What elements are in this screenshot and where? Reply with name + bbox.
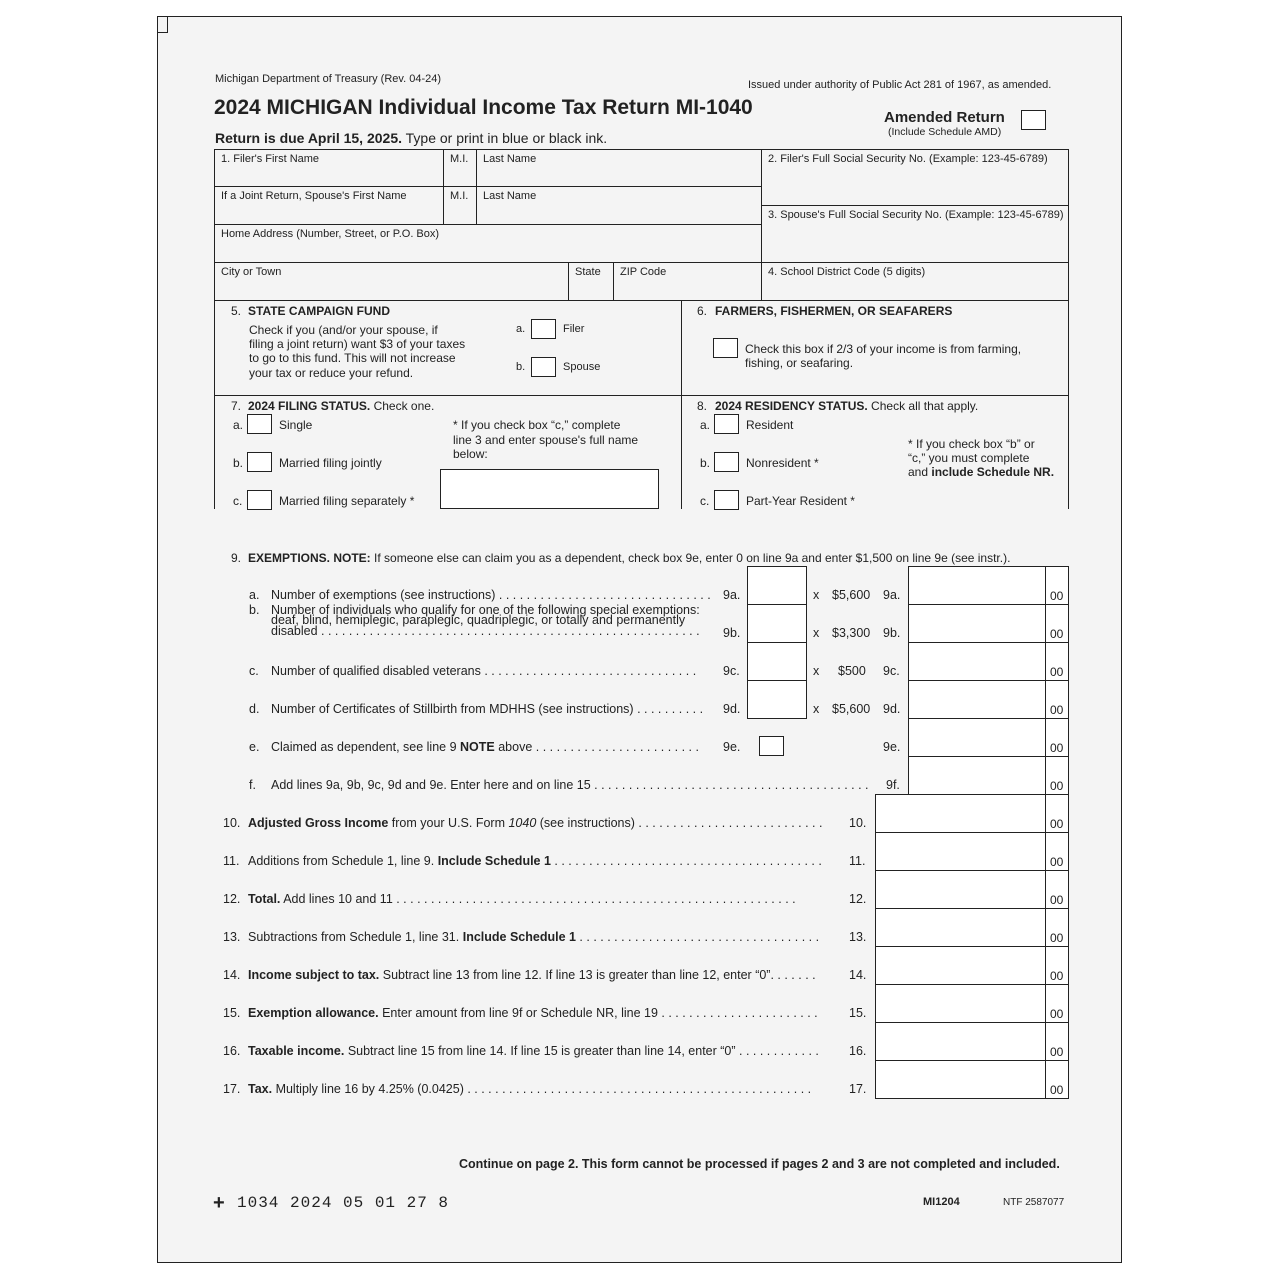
campaign-text: your tax or reduce your refund. — [249, 366, 414, 380]
line-number: 14. — [223, 968, 241, 982]
line-description — [248, 816, 822, 830]
section-border — [1068, 395, 1069, 509]
line-description — [248, 1006, 818, 1020]
line-number: 13. — [223, 930, 241, 944]
line-9a-amount-code: 9a. — [883, 588, 901, 602]
line-amount-input[interactable] — [875, 908, 1069, 947]
filer-mi-field[interactable]: M.I. — [443, 149, 477, 187]
line-number: 15. — [223, 1006, 241, 1020]
filing-note: * If you check box “c,” complete — [453, 418, 621, 432]
line-9a-multiplier: $5,600 — [832, 588, 871, 602]
line-text-part: Taxable income. — [248, 1044, 345, 1058]
home-address-field[interactable]: Home Address (Number, Street, or P.O. Box) — [214, 224, 762, 263]
section-7-num: 7. — [231, 399, 242, 413]
line-9b-code: 9b. — [723, 626, 741, 640]
line-text-part: Include Schedule 1 — [437, 854, 551, 868]
residency-status-title: 2024 RESIDENCY STATUS. Check all that apply. — [715, 399, 979, 413]
line-9a-text: Number of exemptions (see instructions) . . . . . . . . . . . . . . . . . . . . . . . . . . . . . . . — [271, 588, 711, 602]
line-text-part: Tax. — [248, 1082, 273, 1096]
cents-label: 00 — [1050, 1045, 1064, 1059]
multiply-sign: x — [813, 588, 820, 602]
residency-c-letter: c. — [700, 494, 710, 508]
authority-note: Issued under authority of Public Act 281 of 1967, as amended. — [748, 79, 1052, 91]
line-text-part: Subtractions from Schedule 1, line 31. — [248, 930, 463, 944]
line-text-part: Income subject to tax. — [248, 968, 380, 982]
spouse-last-name-field[interactable]: Last Name — [476, 186, 762, 225]
line-9c-text: Number of qualified disabled veterans . . . . . . . . . . . . . . . . . . . . . . . . . . . . . . . — [271, 664, 697, 678]
nonresident-checkbox[interactable] — [714, 452, 739, 472]
farmers-title: FARMERS, FISHERMEN, OR SEAFARERS — [715, 304, 953, 318]
filing-a-letter: a. — [233, 418, 244, 432]
line-9f-amount-code: 9f. — [886, 778, 900, 792]
spouse-first-name-field[interactable]: If a Joint Return, Spouse's First Name — [214, 186, 762, 225]
section-8-num: 8. — [697, 399, 708, 413]
exemptions-title: EXEMPTIONS. NOTE: If someone else can claim you as a dependent, check box 9e, enter 0 on line 9a and enter $1,500 on line 9e (see instr.). — [248, 551, 1011, 565]
line-code: 12. — [849, 892, 867, 906]
line-code: 15. — [849, 1006, 867, 1020]
cents-label: 00 — [1050, 1007, 1064, 1021]
line-code: 17. — [849, 1082, 867, 1096]
line-9d-code: 9d. — [723, 702, 741, 716]
line-9d-multiplier: $5,600 — [832, 702, 871, 716]
line-number: 11. — [223, 854, 240, 868]
line-code: 10. — [849, 816, 867, 830]
amended-checkbox[interactable] — [1021, 110, 1046, 130]
line-9d-amount-code: 9d. — [883, 702, 901, 716]
cents-label: 00 — [1050, 703, 1064, 717]
campaign-fund-title: STATE CAMPAIGN FUND — [248, 304, 390, 318]
campaign-filer-label: Filer — [563, 323, 585, 335]
line-9b-text: deaf, blind, hemiplegic, paraplegic, quadriplegic, or totally and permanently — [271, 613, 686, 627]
resident-label: Resident — [746, 418, 794, 432]
line-amount-input[interactable] — [875, 946, 1069, 985]
filing-c-letter: c. — [233, 494, 243, 508]
cents-label: 00 — [1050, 893, 1064, 907]
residency-a-letter: a. — [700, 418, 711, 432]
line-amount-input[interactable] — [875, 984, 1069, 1023]
line-description — [248, 968, 816, 982]
line-text-part: (see instructions) . . . . . . . . . . . . . . . . . . . . . . . . . . . — [536, 816, 823, 830]
line-9e-amount-code: 9e. — [883, 740, 901, 754]
line-amount-input[interactable] — [875, 1022, 1069, 1061]
line-text-part: Subtract line 13 from line 12. If line 13 is greater than line 12, enter “0”. . . . . . . — [379, 968, 816, 982]
campaign-text: filing a joint return) want $3 of your taxes — [249, 337, 466, 351]
cents-label: 00 — [1050, 969, 1064, 983]
line-9b-text: disabled . . . . . . . . . . . . . . . . . . . . . . . . . . . . . . . . . . . . . . . . . . . . . . . . . . . . . . . — [271, 624, 700, 638]
line-text-part: Additions from Schedule 1, line 9. — [248, 854, 438, 868]
line-text-part: . . . . . . . . . . . . . . . . . . . . . . . . . . . . . . . . . . . . . . . — [550, 854, 822, 868]
cents-label: 00 — [1050, 817, 1064, 831]
line-description — [248, 854, 822, 868]
cents-label: 00 — [1050, 589, 1064, 603]
amended-label: Amended Return — [884, 109, 1005, 126]
dept-revision: Michigan Department of Treasury (Rev. 04-24) — [215, 73, 441, 85]
corner-mark — [157, 16, 168, 33]
line-9d-letter: d. — [249, 702, 260, 716]
spouse-ssn-field[interactable]: 3. Spouse's Full Social Security No. (Example: 123-45-6789) — [761, 205, 1069, 263]
city-field[interactable]: City or Town — [214, 262, 569, 301]
section-border — [214, 395, 215, 509]
amended-note: (Include Schedule AMD) — [888, 126, 1002, 138]
line-9a-letter: a. — [249, 588, 260, 602]
line-9b-amount-code: 9b. — [883, 626, 901, 640]
line-text-part: Add lines 10 and 11 . . . . . . . . . . . . . . . . . . . . . . . . . . . . . . . . . . . . . . . . . . . . . . . . . . . . . . . . . . — [280, 892, 796, 906]
filing-note: line 3 and enter spouse's full name — [453, 433, 639, 447]
filing-separate-label: Married filing separately * — [279, 494, 415, 508]
farmers-text: fishing, or seafaring. — [745, 356, 854, 370]
line-text-part: Total. — [248, 892, 281, 906]
spouse-mi-field[interactable]: M.I. — [443, 186, 477, 225]
line-amount-input[interactable] — [875, 1060, 1069, 1099]
line-amount-input[interactable] — [875, 794, 1069, 833]
line-9c-amount-code: 9c. — [883, 664, 900, 678]
line-number: 17. — [223, 1082, 241, 1096]
line-9e-code: 9e. — [723, 740, 741, 754]
line-description — [248, 1082, 811, 1096]
line-9b-letter: b. — [249, 603, 260, 617]
line-9b-count-input[interactable] — [747, 604, 807, 643]
residency-note: and include Schedule NR. — [908, 465, 1055, 479]
line-number: 16. — [223, 1044, 241, 1058]
campaign-b-letter: b. — [516, 361, 526, 373]
line-9e-text: Claimed as dependent, see line 9 NOTE above . . . . . . . . . . . . . . . . . . . . . . . . — [271, 740, 699, 754]
cents-label: 00 — [1050, 1083, 1064, 1097]
section-border — [681, 395, 682, 509]
plus-mark: + — [213, 1192, 225, 1214]
line-9a-code: 9a. — [723, 588, 741, 602]
state-field[interactable]: State — [568, 262, 614, 301]
filing-single-checkbox[interactable] — [247, 414, 272, 434]
line-text-part: from your U.S. Form — [388, 816, 509, 830]
line-9c-letter: c. — [249, 664, 259, 678]
line-9b-text: Number of individuals who qualify for one of the following special exemptions: — [271, 603, 700, 617]
filing-joint-checkbox[interactable] — [247, 452, 272, 472]
resident-checkbox[interactable] — [714, 414, 739, 434]
nonresident-label: Nonresident * — [746, 456, 819, 470]
filing-b-letter: b. — [233, 456, 244, 470]
line-text-part: 1040 — [508, 816, 537, 830]
line-9c-code: 9c. — [723, 664, 740, 678]
cents-divider — [1045, 566, 1046, 795]
line-amount-input[interactable] — [875, 832, 1069, 871]
section-6-num: 6. — [697, 304, 708, 318]
filer-first-name-field[interactable]: 1. Filer's First Name — [214, 149, 762, 187]
line-number: 12. — [223, 892, 241, 906]
line-9b-multiplier: $3,300 — [832, 626, 871, 640]
line-description — [248, 892, 796, 906]
cents-divider — [1045, 794, 1046, 1099]
section-9-num: 9. — [231, 551, 242, 565]
campaign-a-letter: a. — [516, 323, 526, 335]
spouse-full-name-input[interactable] — [440, 469, 659, 509]
cents-label: 00 — [1050, 855, 1064, 869]
line-text-part: Enter amount from line 9f or Schedule NR, line 19 . . . . . . . . . . . . . . . . . . . . . . . — [378, 1006, 818, 1020]
campaign-text: Check if you (and/or your spouse, if — [249, 323, 438, 337]
due-date: Return is due April 15, 2025. Type or print in blue or black ink. — [215, 130, 608, 146]
line-9a-count-input[interactable] — [747, 566, 807, 605]
part-year-checkbox[interactable] — [714, 490, 739, 510]
zip-code-field[interactable]: ZIP Code — [613, 262, 762, 301]
cents-label: 00 — [1050, 931, 1064, 945]
multiply-sign: x — [813, 626, 820, 640]
line-description — [248, 930, 819, 944]
line-text-part: Adjusted Gross Income — [248, 816, 389, 830]
cents-label: 00 — [1050, 665, 1064, 679]
multiply-sign: x — [813, 664, 820, 678]
line-number: 10. — [223, 816, 241, 830]
line-9d-count-input[interactable] — [747, 680, 807, 719]
line-code: 13. — [849, 930, 867, 944]
line-code: 16. — [849, 1044, 867, 1058]
filing-note: below: — [453, 447, 488, 461]
residency-note: * If you check box “b” or — [908, 437, 1035, 451]
filer-last-name-field[interactable]: Last Name — [476, 149, 762, 187]
residency-note: “c,” you must complete — [908, 451, 1030, 465]
form-title: 2024 MICHIGAN Individual Income Tax Return MI-1040 — [214, 96, 753, 119]
residency-b-letter: b. — [700, 456, 711, 470]
line-amount-input[interactable] — [875, 870, 1069, 909]
farmers-checkbox[interactable] — [713, 338, 738, 358]
cents-label: 00 — [1050, 627, 1064, 641]
line-9f-letter: f. — [249, 778, 256, 792]
filing-separate-checkbox[interactable] — [247, 490, 272, 510]
farmers-text: Check this box if 2/3 of your income is from farming, — [745, 342, 1022, 356]
line-code: 11. — [849, 854, 866, 868]
line-text-part: Subtract line 15 from line 14. If line 15 is greater than line 14, enter “0” . . . . . . . . . . . . — [344, 1044, 819, 1058]
continue-notice: Continue on page 2. This form cannot be processed if pages 2 and 3 are not completed and included. — [459, 1157, 1060, 1171]
multiply-sign: x — [813, 702, 820, 716]
filer-ssn-field[interactable]: 2. Filer's Full Social Security No. (Example: 123-45-6789) — [761, 149, 1069, 206]
line-text-part: Multiply line 16 by 4.25% (0.0425) . . . . . . . . . . . . . . . . . . . . . . . . . . . . . . . . . . . . . . . . . . . . . . . . . . — [272, 1082, 812, 1096]
campaign-text: to go to this fund. This will not increase — [249, 351, 456, 365]
line-9c-multiplier: $500 — [838, 664, 866, 678]
section-5-num: 5. — [231, 304, 242, 318]
part-year-label: Part-Year Resident * — [746, 494, 855, 508]
filing-joint-label: Married filing jointly — [279, 456, 382, 470]
line-9d-text: Number of Certificates of Stillbirth from MDHHS (see instructions) . . . . . . . . . . — [271, 702, 704, 716]
form-id: MI1204 — [923, 1196, 960, 1208]
dependent-9e-checkbox[interactable] — [759, 736, 784, 756]
filing-status-title: 2024 FILING STATUS. Check one. — [248, 399, 435, 413]
scan-line-number: 1034 2024 05 01 27 8 — [237, 1194, 450, 1212]
line-code: 14. — [849, 968, 867, 982]
line-text-part: Include Schedule 1 — [462, 930, 576, 944]
line-description — [248, 1044, 819, 1058]
campaign-spouse-label: Spouse — [563, 361, 601, 373]
campaign-filer-checkbox[interactable] — [531, 319, 556, 339]
campaign-spouse-checkbox[interactable] — [531, 357, 556, 377]
line-9e-letter: e. — [249, 740, 260, 754]
line-9c-count-input[interactable] — [747, 642, 807, 681]
school-district-field[interactable]: 4. School District Code (5 digits) — [761, 262, 1069, 301]
section-divider — [214, 395, 1069, 396]
cents-label: 00 — [1050, 779, 1064, 793]
ntf-number: NTF 2587077 — [1003, 1197, 1065, 1208]
cents-label: 00 — [1050, 741, 1064, 755]
line-text-part: . . . . . . . . . . . . . . . . . . . . . . . . . . . . . . . . . . . — [575, 930, 820, 944]
line-text-part: Exemption allowance. — [248, 1006, 379, 1020]
filing-single-label: Single — [279, 418, 313, 432]
line-9f-text: Add lines 9a, 9b, 9c, 9d and 9e. Enter here and on line 15 . . . . . . . . . . . . . . . . . . . . . . . . . . . . . . . . . . . . . . . . — [271, 778, 869, 792]
